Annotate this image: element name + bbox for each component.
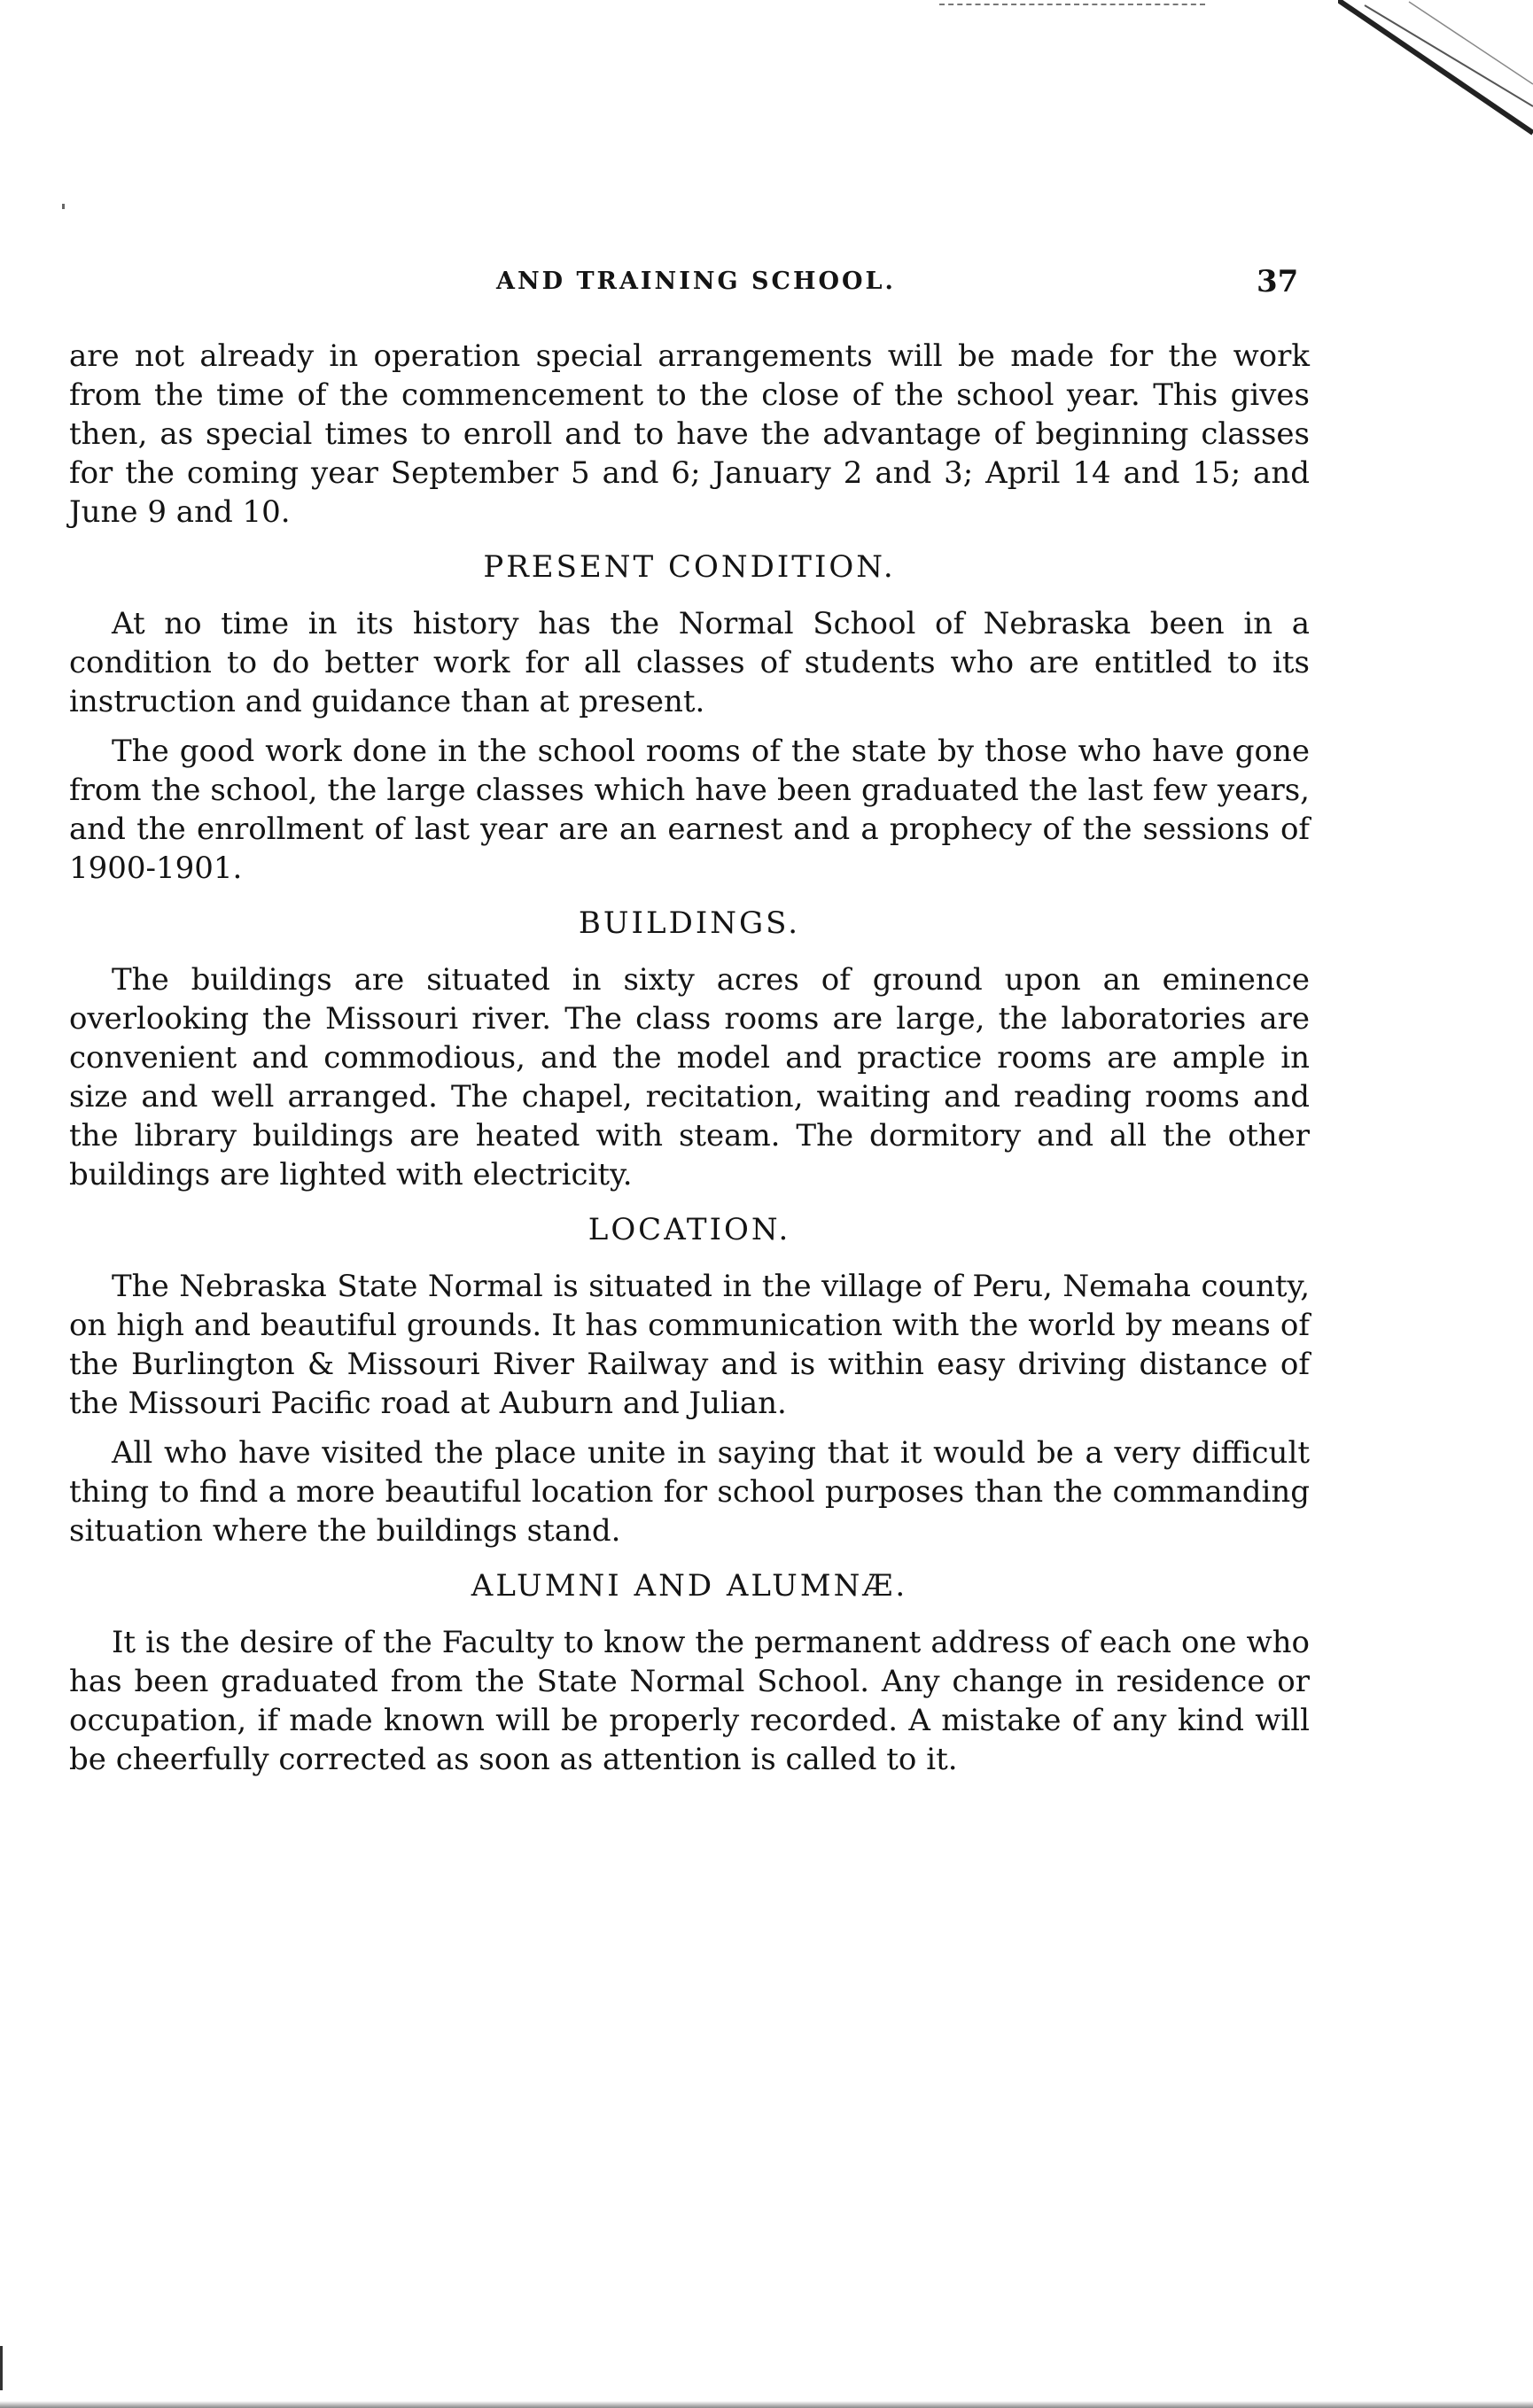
paragraph: All who have visited the place unite in saying that it would be a very difficult thing to find a more beautiful location for school purposes than the commanding situation where the buildings stand. [69, 1435, 1310, 1549]
paragraph: The good work done in the school rooms of the state by those who have gone from the school, the large classes which have been graduated the last few years, and the enrollment of last year are an earnest and a prophecy of the sessions of 1900-1901. [69, 734, 1310, 886]
page-number: 37 [1257, 264, 1299, 299]
section-heading-buildings: BUILDINGS. [578, 905, 801, 941]
section-heading-alumni: ALUMNI AND ALUMNÆ. [471, 1568, 908, 1604]
paragraph: The buildings are situated in sixty acres of ground upon an eminence overlooking the Missouri river. The class rooms are large, the laboratories are convenient and commodious, and the model and practice rooms are ample in size and well arranged. The chapel, recitation, waiting and reading rooms and the library buildings are heated with steam. The dormitory and all the other buildings are lighted with electricity. [69, 962, 1310, 1192]
paragraph: The Nebraska State Normal is situated in the village of Peru, Nemaha county, on high and beautiful grounds. It has communication with the world by means of the Burlington & Missouri River Railway and is within easy driving distance of the Missouri Pacific road at Auburn and Julian. [69, 1269, 1310, 1421]
scan-speck [62, 204, 65, 209]
folded-corner-artifact [1338, 0, 1533, 151]
paragraph: It is the desire of the Faculty to know the permanent address of each one who has been graduated from the State Normal School. Any change in residence or occupation, if made known will be properly recorded. A mistake of any kind will be cheerfully corrected as soon as attention is called to it. [69, 1625, 1310, 1777]
scan-edge-mark [939, 4, 1205, 8]
section-heading-location: LOCATION. [588, 1212, 791, 1247]
section-heading-present-condition: PRESENT CONDITION. [483, 549, 896, 585]
running-title: AND TRAINING SCHOOL. [496, 268, 896, 295]
body-text [69, 337, 1310, 1779]
paragraph: are not already in operation special arrangements will be made for the work from the time of the commencement to the close of the school year. This gives then, as special times to enroll and to have the advantage of beginning classes for the coming year September 5 and 6; January 2 and 3; April 14 and 15; and June 9 and 10. [69, 338, 1310, 530]
scan-edge-mark [0, 2346, 19, 2390]
scan-bottom-edge [0, 2401, 1533, 2408]
paragraph: At no time in its history has the Normal School of Nebraska been in a condition to do better work for all classes of students who are entitled to its instruction and guidance than at present. [69, 606, 1310, 719]
running-head [0, 264, 1533, 303]
